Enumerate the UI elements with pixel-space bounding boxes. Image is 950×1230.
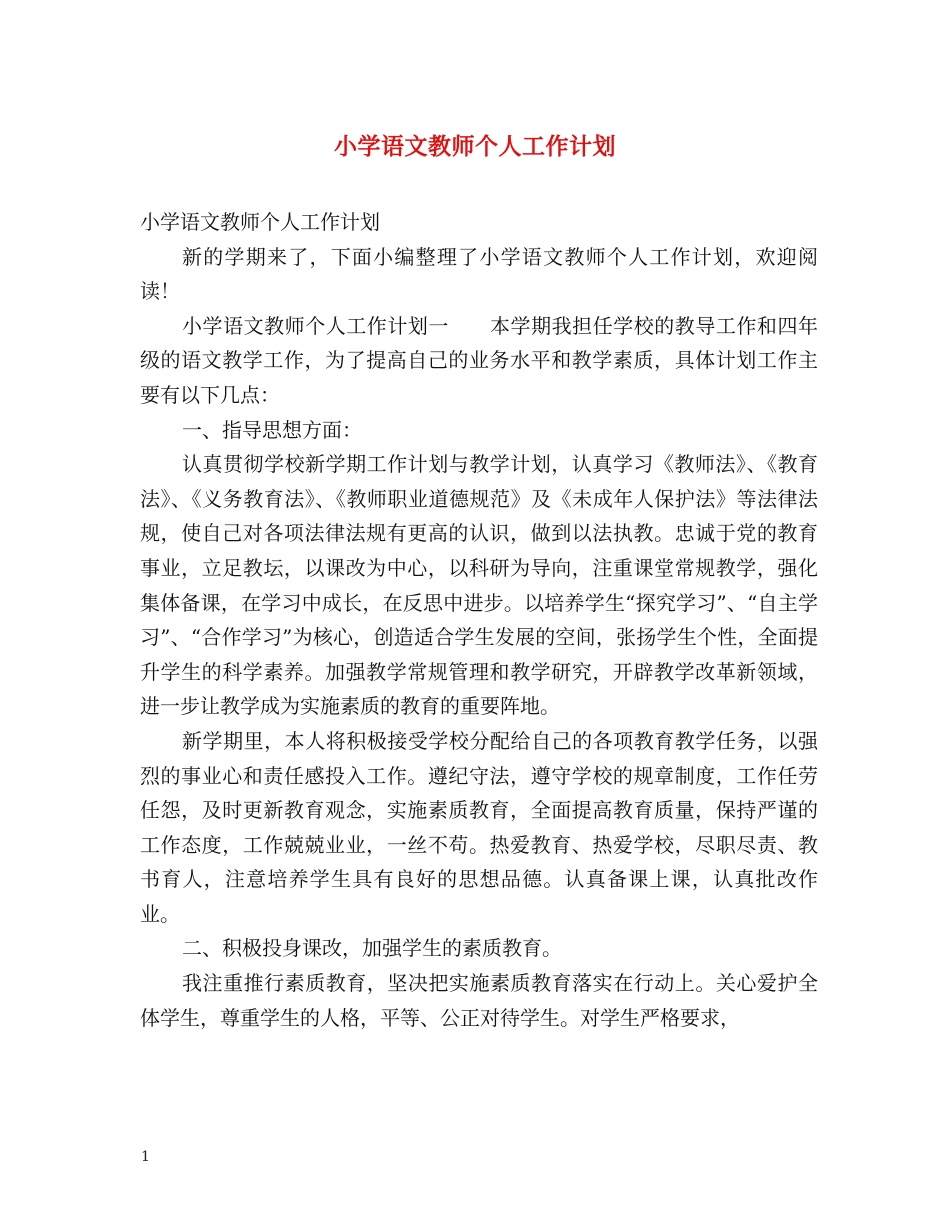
body-heading: 小学语文教师个人工作计划 (140, 210, 380, 234)
section-heading-guiding-thought: 一、指导思想方面： (182, 417, 362, 442)
section-heading-curriculum-reform: 二、积极投身课改，加强学生的素质教育。 (182, 936, 562, 961)
paragraph-plan-one: 小学语文教师个人工作计划一 本学期我担任学校的教导工作和四年级的语文教学工作，为了提高自己的业务水平和教学素质，具体计划工作主要有以下几点： (140, 313, 818, 407)
paragraph-new-semester: 新学期里，本人将积极接受学校分配给自己的各项教育教学任务，以强烈的事业心和责任感投入工作。遵纪守法，遵守学校的规章制度，工作任劳任怨，及时更新教育观念，实施素质教育，全面提高教育质量，保持严谨的工作态度，工作兢兢业业，一丝不苟。热爱教育、热爱学校，尽职尽责、教书育人，注意培养学生具有良好的思想品德。认真备课上课，认真批改作业。 (140, 728, 818, 926)
document-title: 小学语文教师个人工作计划 (334, 133, 616, 160)
paragraph-quality-education: 我注重推行素质教育，坚决把实施素质教育落实在行动上。关心爱护全体学生，尊重学生的人格，平等、公正对待学生。对学生严格要求， (140, 971, 818, 1030)
page-number: 1 (141, 1149, 150, 1165)
paragraph-guiding-thought: 认真贯彻学校新学期工作计划与教学计划，认真学习《教师法》、《教育法》、《义务教育法》、《教师职业道德规范》及《未成年人保护法》等法律法规，使自己对各项法律法规有更高的认识，做到以法执教。忠诚于党的教育事业，立足教坛，以课改为中心，以科研为导向，注重课堂常规教学，强化集体备课，在学习中成长，在反思中进步。以培养学生“探究学习”、“自主学习”、“合作学习”为核心，创造适合学生发展的空间，张扬学生个性，全面提升学生的科学素养。加强教学常规管理和教学研究，开辟教学改革新领域，进一步让教学成为实施素质的教育的重要阵地。 (140, 452, 818, 719)
document-body (140, 205, 818, 1035)
paragraph-intro: 新的学期来了，下面小编整理了小学语文教师个人工作计划，欢迎阅读！ (140, 244, 818, 304)
